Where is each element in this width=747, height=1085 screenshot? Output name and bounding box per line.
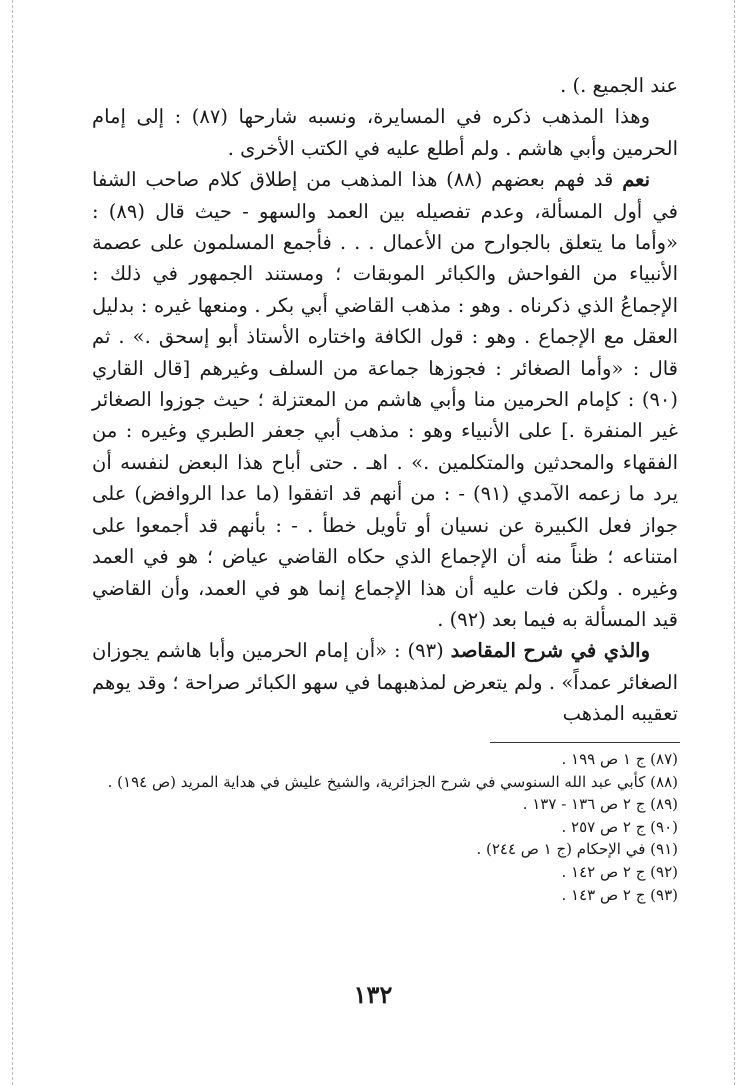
footnote-separator bbox=[490, 742, 680, 743]
footnotes bbox=[92, 748, 678, 906]
paragraph-text: وهذا المذهب ذكره في المسايرة، ونسبه شارحها (٨٧) : إلى إمام الحرمين وأبي هاشم . ولم أطلع عليه في الكتب الأخرى . bbox=[92, 105, 678, 160]
footnote-93: (٩٣) ج ٢ ص ١٤٣ . bbox=[561, 885, 678, 904]
footnote-92: (٩٢) ج ٢ ص ١٤٢ . bbox=[561, 862, 678, 881]
body-text bbox=[92, 70, 678, 730]
footnote-87: (٨٧) ج ١ ص ١٩٩ . bbox=[561, 750, 678, 768]
footnote-89: (٨٩) ج ٢ ص ١٣٦ - ١٣٧ . bbox=[522, 795, 678, 814]
footnote-88: (٨٨) كأبي عبد الله السنوسي في شرح الجزائرية، والشيخ عليش في هداية المريد (ص ١٩٤) . bbox=[107, 772, 678, 791]
paragraph-2 bbox=[92, 101, 678, 164]
paragraph-1 bbox=[92, 70, 678, 101]
paragraph-text: عند الجميع .) . bbox=[560, 74, 678, 97]
page-edge-right bbox=[734, 0, 735, 1085]
paragraph-3 bbox=[92, 164, 678, 635]
page-number: ١٣٢ bbox=[353, 980, 393, 1009]
paragraph-lead: نعم bbox=[622, 168, 650, 192]
paragraph-text: (٩٣) : «أن إمام الحرمين وأبا هاشم يجوزان الصغائر عمداً» . ولم يتعرض لمذهبهما في سهو الكبائر صراحة ؛ وقد يوهم تعقيبه المذهب bbox=[92, 639, 678, 726]
paragraph-lead: والذي في شرح المقاصد bbox=[450, 639, 650, 663]
paragraph-4 bbox=[92, 635, 678, 729]
paragraph-text: قد فهم بعضهم (٨٨) هذا المذهب من إطلاق كلام صاحب الشفا في أول المسألة، وعدم تفصيله بين العمد والسهو - حيث قال (٨٩) : «وأما ما يتعلق بالجوارح من الأعمال . . . فأجمع المسلمون على عصمة الأنبياء من الفواحش والكبائر الموبقات ؛ ومستند الجمهور في ذلك : الإجماعُ الذي ذكرناه . وهو : مذهب القاضي أبي بكر . ومنعها غيره : بدليل العقل مع الإجماع . وهو : قول الكافة واختاره الأستاذ أبو إسحق .» . ثم قال : «وأما الصغائر : فجوزها جماعة من السلف وغيرهم [قال القاري (٩٠) : كإمام الحرمين منا وأبي هاشم من المعتزلة ؛ حيث جوزوا الصغائر غير المنفرة .] على الأنبياء وهو : مذهب أبي جعفر الطبري وغيره : من الفقهاء والمحدثين والمتكلمين .» . اهـ . حتى أباح هذا البعض لنفسه أن يرد ما زعمه الآمدي (٩١) - : من أنهم قد اتفقوا (ما عدا الروافض) على جواز فعل الكبيرة عن نسيان أو تأويل خطأ . - : بأنهم قد أجمعوا على امتناعه ؛ ظناً منه أن الإجماع الذي حكاه القاضي عياض ؛ هو في العمد وغيره . ولكن فات عليه أن هذا الإجماع إنما هو في العمد، وأن القاضي قيد المسألة به فيما بعد (٩٢) . bbox=[92, 168, 678, 631]
page-edge-left bbox=[12, 0, 13, 1085]
footnote-90: (٩٠) ج ٢ ص ٢٥٧ . bbox=[561, 817, 678, 836]
footnote-91: (٩١) في الإحكام (ج ١ ص ٢٤٤) . bbox=[476, 840, 678, 859]
